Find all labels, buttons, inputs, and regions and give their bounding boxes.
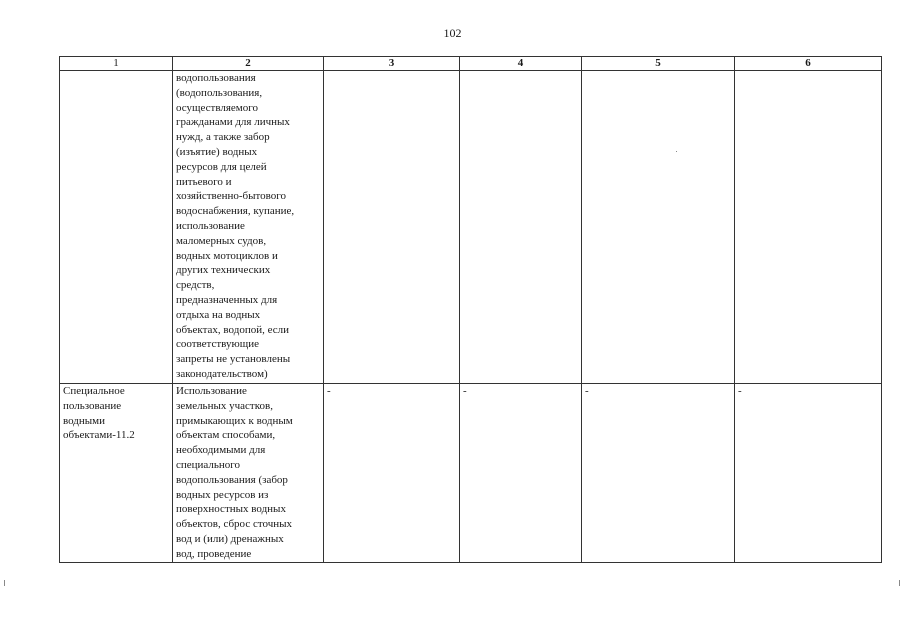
column-header-2: 2 [173,57,324,71]
column-header-4: 4 [460,57,582,71]
cell-value-3 [324,71,460,384]
column-header-6: 6 [735,57,882,71]
cell-value-5: - [582,384,735,563]
cell-description: Использование земельных участков, примыкающих к водным объектам способами, необходимыми для специального водопользования (забор водных ресурсов из поверхностных водных объектов, сброс сточных вод и (или) дренажных вод, проведение [173,384,324,563]
scan-speck [676,151,677,152]
table-row [60,71,882,384]
cell-value-6 [735,71,882,384]
cell-type-name: Специальное пользование водными объектами-11.2 [60,384,173,563]
scan-speck [4,580,5,586]
cell-value-6: - [735,384,882,563]
column-header-5: 5 [582,57,735,71]
scan-speck [899,580,900,586]
table-row [60,384,882,563]
column-header-1: 1 [60,57,173,71]
cell-value-4: - [460,384,582,563]
cell-value-3: - [324,384,460,563]
cell-type-name [60,71,173,384]
cell-value-5 [582,71,735,384]
land-use-table [59,56,882,563]
cell-value-4 [460,71,582,384]
cell-description: водопользования (водопользования, осуществляемого гражданами для личных нужд, а также забор (изъятие) водных ресурсов для целей питьевого и хозяйственно-бытового водоснабжения, купание, использование маломерных судов, водных мотоциклов и других технических средств, предназначенных для отдыха на водных объектах, водопой, если соответствующие запреты не установлены законодательством) [173,71,324,384]
column-header-3: 3 [324,57,460,71]
page-number: 102 [443,26,462,40]
table-header-row [60,57,882,71]
